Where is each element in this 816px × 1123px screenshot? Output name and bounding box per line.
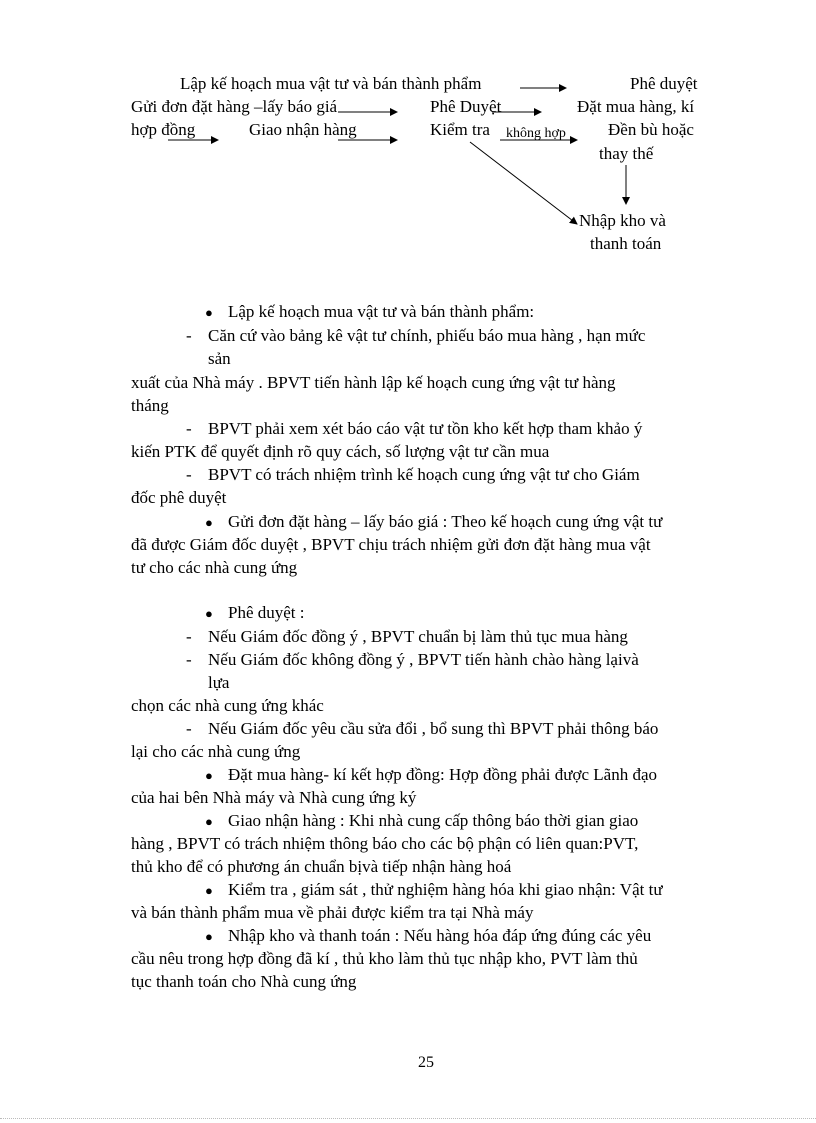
order-line1: Gửi đơn đặt hàng – lấy báo giá : Theo kế hoạch cung ứng vật tư — [228, 512, 663, 531]
section-approve-title: Phê duyệt : — [228, 603, 305, 622]
dash-marker: - — [186, 465, 192, 484]
stock-line2: cầu nêu trong hợp đồng đã kí , thủ kho làm thủ tục nhập kho, PVT làm thủ — [131, 949, 638, 968]
bullet-marker: ● — [205, 305, 213, 320]
flow-stock-label-2: thanh toán — [590, 234, 662, 253]
receive-line1: Giao nhận hàng : Khi nhà cung cấp thông báo thời gian giao — [228, 811, 639, 830]
plan-dash1-line1: Căn cứ vào bảng kê vật tư chính, phiếu báo mua hàng , hạn mức — [208, 326, 646, 345]
plan-dash1-line2: sản — [208, 349, 231, 368]
flow-not-match-label: không hợp — [506, 126, 566, 141]
approve-dash2-line2: lựa — [208, 673, 230, 692]
approve-dash1: Nếu Giám đốc đồng ý , BPVT chuẩn bị làm thủ tục mua hàng — [208, 627, 628, 646]
contract-line1: Đặt mua hàng- kí kết hợp đồng: Hợp đồng phải được Lãnh đạo — [228, 765, 657, 784]
order-line3: tư cho các nhà cung ứng — [131, 558, 298, 577]
check-line1: Kiểm tra , giám sát , thử nghiệm hàng hóa khi giao nhận: Vật tư — [228, 880, 663, 899]
flow-receive-label: Giao nhận hàng — [249, 120, 357, 139]
contract-line2: của hai bên Nhà máy và Nhà cung ứng ký — [131, 788, 417, 807]
bullet-marker: ● — [205, 929, 213, 944]
page-bottom-divider — [0, 1118, 816, 1119]
bullet-marker: ● — [205, 883, 213, 898]
flow-compensate-label-2: thay thế — [599, 144, 654, 163]
approve-dash3-line1: Nếu Giám đốc yêu cầu sửa đổi , bổ sung thì BPVT phải thông báo — [208, 719, 659, 738]
section-plan-title: Lập kế hoạch mua vật tư và bán thành phẩm: — [228, 302, 535, 321]
bullet-marker: ● — [205, 768, 213, 783]
flow-compensate-label-1: Đền bù hoặc — [608, 120, 694, 139]
flow-plan-label: Lập kế hoạch mua vật tư và bán thành phẩm — [180, 74, 482, 93]
flow-approve-top-label: Phê duyệt — [630, 74, 698, 93]
flow-check-label: Kiểm tra — [430, 120, 490, 139]
arrow-check-to-stock — [470, 142, 577, 224]
approve-dash2-line1: Nếu Giám đốc không đồng ý , BPVT tiến hành chào hàng lạivà — [208, 650, 639, 669]
receive-line3: thủ kho để có phương án chuẩn bịvà tiếp nhận hàng hoá — [131, 857, 512, 876]
flow-approve-mid-label: Phê Duyệt — [430, 97, 502, 116]
approve-dash2-line3: chọn các nhà cung ứng khác — [131, 696, 324, 715]
plan-dash2-line1: BPVT phải xem xét báo cáo vật tư tồn kho kết hợp tham khảo ý — [208, 419, 643, 438]
bullet-marker: ● — [205, 606, 213, 621]
check-line2: và bán thành phẩm mua về phải được kiểm tra tại Nhà máy — [131, 903, 534, 922]
order-line2: đã được Giám đốc duyệt , BPVT chịu trách nhiệm gửi đơn đặt hàng mua vật — [131, 535, 651, 554]
flow-purchase-label-1: Đặt mua hàng, kí — [577, 97, 695, 116]
flow-purchase-label-2: hợp đồng — [131, 120, 196, 139]
plan-dash1-line4: tháng — [131, 396, 169, 415]
bullet-marker: ● — [205, 814, 213, 829]
stock-line3: tục thanh toán cho Nhà cung ứng — [131, 972, 357, 991]
dash-marker: - — [186, 627, 192, 646]
flowchart-arrows — [0, 0, 816, 300]
dash-marker: - — [186, 650, 192, 669]
plan-dash3-line1: BPVT có trách nhiệm trình kế hoạch cung ứng vật tư cho Giám — [208, 465, 640, 484]
dash-marker: - — [186, 326, 192, 345]
page-number: 25 — [418, 1054, 434, 1071]
bullet-marker: ● — [205, 515, 213, 530]
plan-dash2-line2: kiến PTK để quyết định rõ quy cách, số lượng vật tư cần mua — [131, 442, 550, 461]
receive-line2: hàng , BPVT có trách nhiệm thông báo cho các bộ phận có liên quan:PVT, — [131, 834, 639, 853]
plan-dash3-line2: đốc phê duyệt — [131, 488, 227, 507]
dash-marker: - — [186, 719, 192, 738]
flow-send-order-label: Gửi đơn đặt hàng –lấy báo giá — [131, 97, 338, 116]
stock-line1: Nhập kho và thanh toán : Nếu hàng hóa đáp ứng đúng các yêu — [228, 926, 652, 945]
approve-dash3-line2: lại cho các nhà cung ứng — [131, 742, 301, 761]
plan-dash1-line3: xuất của Nhà máy . BPVT tiến hành lập kế hoạch cung ứng vật tư hàng — [131, 373, 616, 392]
flow-stock-label-1: Nhập kho và — [579, 211, 666, 230]
dash-marker: - — [186, 419, 192, 438]
